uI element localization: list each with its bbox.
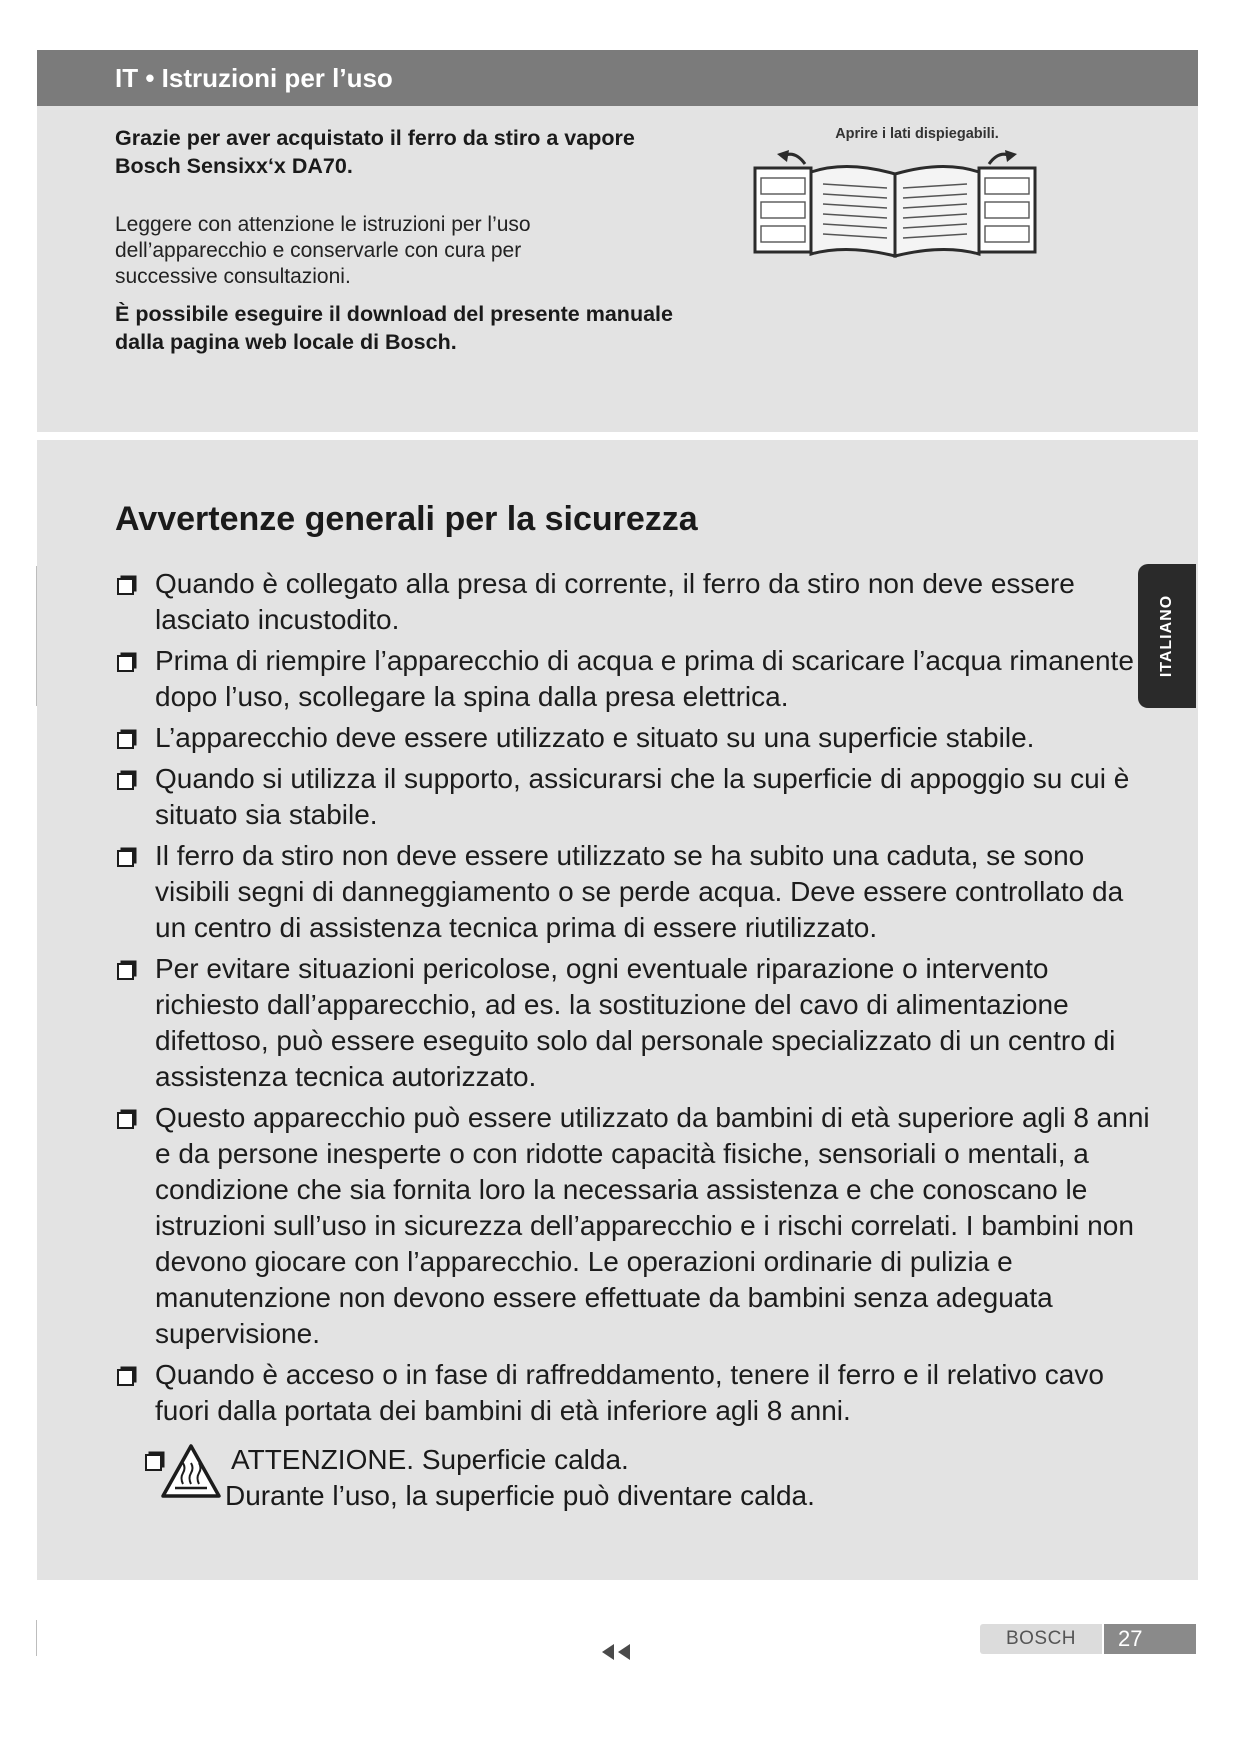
checkbox-bullet-icon (117, 732, 134, 749)
checkbox-bullet-icon (117, 1369, 134, 1386)
warning-item (115, 1100, 1155, 1352)
intro-read-carefully: Leggere con attenzione le istruzioni per l’uso dell’apparecchio e conservarle con cura per successive consultazioni. (115, 213, 531, 288)
hot-surface-caution (145, 1442, 1045, 1522)
warning-text: L’apparecchio deve essere utilizzato e situato su una superficie stabile. (155, 722, 1035, 753)
caution-title: ATTENZIONE. Superficie calda. (231, 1444, 629, 1475)
header-bar (37, 50, 1198, 106)
margin-rule (36, 1620, 37, 1656)
checkbox-bullet-icon (117, 578, 134, 595)
page-number: 27 (1104, 1624, 1196, 1654)
warning-item (115, 1357, 1155, 1429)
warning-text: Quando è collegato alla presa di corrente, il ferro da stiro non deve essere lasciato incustodito. (155, 568, 1075, 635)
warning-text: Questo apparecchio può essere utilizzato da bambini di età superiore agli 8 anni e da persone inesperte o con ridotte capacità fisiche, sensoriali o mentali, a condizione che sia fornita loro la necessaria assistenza e che conoscano le istruzioni sull’uso in sicurezza dell’apparecchio e i rischi correlati. I bambini non devono giocare con l’apparecchio. Le operazioni ordinarie di pulizia e manutenzione non devono essere effettuate da bambini senza adeguata supervisione. (155, 1102, 1150, 1349)
margin-rule (36, 566, 37, 706)
warning-text: Prima di riempire l’apparecchio di acqua e prima di scaricare l’acqua rimanente dopo l’uso, scollegare la spina dalla presa elettrica. (155, 645, 1134, 712)
safety-warning-list (115, 566, 1155, 1434)
checkbox-bullet-icon (117, 1112, 134, 1129)
intro-download-note: È possibile eseguire il download del presente manuale dalla pagina web locale di Bosch. (115, 302, 673, 354)
warning-item (115, 643, 1155, 715)
warning-text: Quando si utilizza il supporto, assicurarsi che la superficie di appoggio su cui è situato sia stabile. (155, 763, 1130, 830)
fold-caption: Aprire i lati dispiegabili. (835, 126, 999, 142)
intro-panel (37, 106, 1198, 432)
warning-item (115, 566, 1155, 638)
previous-page-icon[interactable] (600, 1642, 636, 1662)
checkbox-bullet-icon (117, 773, 134, 790)
warning-item (115, 761, 1155, 833)
header-title: IT • Istruzioni per l’uso (115, 63, 393, 93)
warning-item (115, 720, 1155, 756)
caution-text: Durante l’uso, la superficie può diventare calda. (225, 1480, 815, 1511)
checkbox-bullet-icon (117, 963, 134, 980)
warning-text: Per evitare situazioni pericolose, ogni eventuale riparazione o intervento richiesto dall’apparecchio, ad es. la sostituzione del cavo di alimentazione difettoso, può essere eseguito solo dal personale specializzato di un centro di assistenza tecnica autorizzato. (155, 953, 1116, 1092)
warning-item (115, 951, 1155, 1095)
footer-brand: BOSCH (980, 1624, 1102, 1654)
language-tab-label: ITALIANO (1158, 594, 1175, 678)
section-title: Avvertenze generali per la sicurezza (115, 500, 698, 538)
language-tab[interactable] (1138, 564, 1196, 708)
warning-text: Il ferro da stiro non deve essere utilizzato se ha subito una caduta, se sono visibili segni di danneggiamento o se perde acqua. Deve essere controllato da un centro di assistenza tecnica prima di essere riutilizzato. (155, 840, 1124, 943)
hot-surface-warning-icon (159, 1442, 223, 1502)
checkbox-bullet-icon (117, 850, 134, 867)
safety-panel (37, 440, 1198, 1580)
warning-text: Quando è acceso o in fase di raffreddamento, tenere il ferro e il relativo cavo fuori dalla portata dei bambini di età inferiore agli 8 anni. (155, 1359, 1104, 1426)
warning-item (115, 838, 1155, 946)
checkbox-bullet-icon (117, 655, 134, 672)
fold-out-pages-diagram (747, 150, 1047, 280)
intro-thanks: Grazie per aver acquistato il ferro da stiro a vapore Bosch Sensixx‘x DA70. (115, 126, 635, 178)
